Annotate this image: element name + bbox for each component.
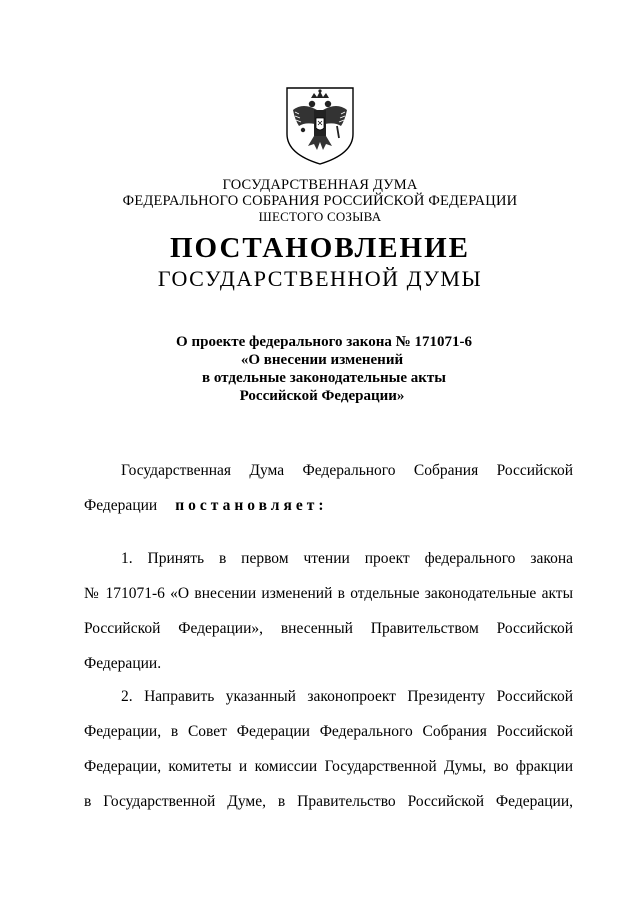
body-text-line: Федерации, в Совет Федерации Федерального Собрания Российской — [84, 723, 573, 740]
body-text-line: № 171071-6 «О внесении изменений в отдельные законодательные акты — [84, 585, 573, 602]
subject-line-1: О проекте федерального закона № 171071-6 — [176, 334, 472, 350]
body-text-line — [84, 496, 573, 516]
body-text-line: 2. Направить указанный законопроект Президенту Российской — [121, 688, 573, 705]
header-line-2: ФЕДЕРАЛЬНОГО СОБРАНИЯ РОССИЙСКОЙ ФЕДЕРАЦИИ — [122, 193, 518, 209]
body-text-fragment: Федерации — [84, 497, 158, 514]
body-text-line: Государственная Дума Федерального Собрания Российской — [121, 462, 573, 479]
coat-of-arms-emblem — [281, 84, 359, 166]
body-text-line: 1. Принять в первом чтении проект федерального закона — [121, 550, 573, 567]
header-line-1: ГОСУДАРСТВЕННАЯ ДУМА — [222, 177, 418, 193]
resolution-verb: постановляет: — [175, 497, 328, 514]
document-subtitle: ГОСУДАРСТВЕННОЙ ДУМЫ — [157, 266, 483, 291]
document-title: ПОСТАНОВЛЕНИЕ — [169, 232, 470, 264]
body-text-line: Российской Федерации», внесенный Правительством Российской — [84, 620, 573, 637]
subject-line-2: «О внесении изменений — [240, 352, 404, 368]
body-text-line: Федерации, комитеты и комиссии Государственной Думы, во фракции — [84, 758, 573, 775]
body-text-line: в Государственной Думе, в Правительство Российской Федерации, — [84, 793, 573, 810]
header-line-3: ШЕСТОГО СОЗЫВА — [258, 209, 382, 224]
body-text-line: Федерации. — [84, 655, 162, 672]
subject-line-3: в отдельные законодательные акты — [202, 370, 446, 386]
subject-line-4: Российской Федерации» — [239, 388, 405, 404]
